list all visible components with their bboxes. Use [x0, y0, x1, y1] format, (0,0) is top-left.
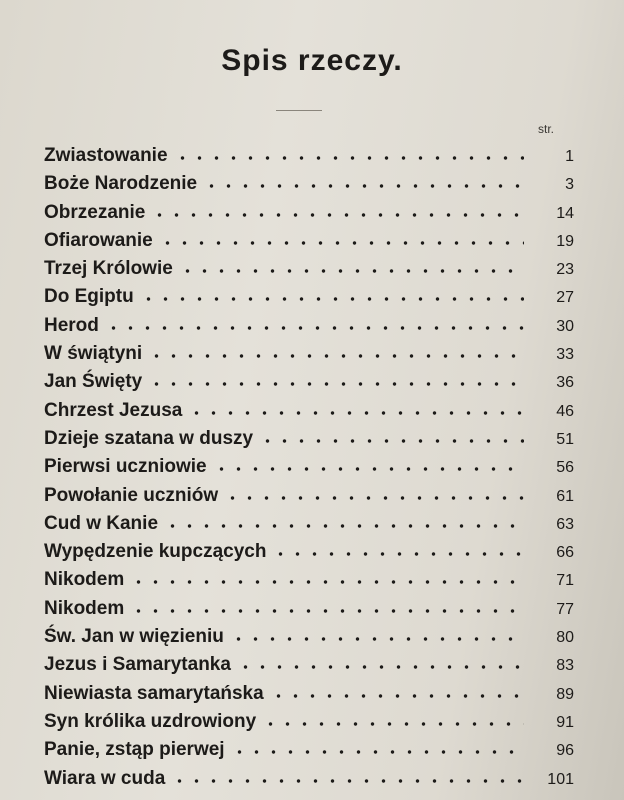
toc-entry-title: Syn królika uzdrowiony — [44, 710, 257, 732]
toc-entry — [44, 739, 574, 767]
toc-entry-title: Do Egiptu — [44, 286, 134, 308]
dot-leader — [148, 353, 524, 359]
toc-entry — [44, 258, 574, 286]
page-title: Spis rzeczy. — [221, 44, 403, 77]
toc-entry — [44, 173, 574, 201]
dot-leader — [203, 183, 524, 189]
table-of-contents — [44, 145, 574, 796]
toc-entry — [44, 541, 574, 569]
dot-leader — [171, 778, 524, 784]
dot-leader — [140, 296, 524, 302]
dot-leader — [259, 438, 524, 444]
toc-entry-page-number: 63 — [556, 515, 574, 533]
toc-entry-title: Nikodem — [44, 597, 125, 619]
toc-entry-page-number: 71 — [556, 572, 574, 590]
toc-entry-title: Trzej Królowie — [44, 258, 173, 280]
toc-entry — [44, 456, 574, 484]
toc-entry-title: Powołanie uczniów — [44, 484, 219, 506]
toc-entry-title: Chrzest Jezusa — [44, 399, 183, 421]
toc-entry-page-number: 36 — [556, 374, 574, 392]
toc-entry-title: Panie, zstąp pierwej — [44, 739, 225, 761]
toc-entry-title: Dzieje szatana w duszy — [44, 427, 254, 449]
toc-entry — [44, 371, 574, 399]
toc-entry-title: Obrzezanie — [44, 201, 146, 223]
toc-entry-page-number: 83 — [556, 657, 574, 675]
dot-leader — [237, 664, 524, 670]
title-divider — [276, 110, 322, 111]
toc-entry — [44, 343, 574, 371]
dot-leader — [262, 721, 524, 727]
dot-leader — [151, 212, 524, 218]
toc-entry — [44, 286, 574, 314]
toc-entry-page-number: 66 — [556, 544, 574, 562]
dot-leader — [130, 608, 524, 614]
toc-entry-page-number: 30 — [556, 317, 574, 335]
toc-entry — [44, 711, 574, 739]
toc-entry-page-number: 61 — [556, 487, 574, 505]
toc-entry-page-number: 46 — [556, 402, 574, 420]
dot-leader — [213, 466, 524, 472]
toc-entry — [44, 569, 574, 597]
toc-entry-page-number: 3 — [565, 176, 574, 194]
toc-entry-page-number: 19 — [556, 232, 574, 250]
toc-entry — [44, 598, 574, 626]
dot-leader — [230, 636, 524, 642]
page-column-label: str. — [538, 122, 555, 136]
toc-entry-title: Zwiastowanie — [44, 145, 168, 166]
toc-entry-page-number: 27 — [556, 289, 574, 307]
dot-leader — [148, 381, 524, 387]
dot-leader — [159, 240, 524, 246]
dot-leader — [270, 693, 524, 699]
toc-entry-page-number: 33 — [556, 346, 574, 364]
toc-entry-page-number: 101 — [547, 770, 574, 788]
toc-entry-title: Boże Narodzenie — [44, 173, 198, 195]
toc-entry-page-number: 96 — [556, 742, 574, 760]
dot-leader — [179, 268, 524, 274]
toc-entry-title: Herod — [44, 314, 99, 336]
toc-entry-page-number: 91 — [556, 713, 574, 731]
toc-entry-title: Jan Święty — [44, 371, 143, 393]
dot-leader — [105, 325, 524, 331]
toc-entry-title: Wiara w cuda — [44, 767, 166, 789]
toc-entry-title: Św. Jan w więzieniu — [44, 626, 224, 648]
toc-entry-page-number: 51 — [556, 430, 574, 448]
toc-entry — [44, 230, 574, 258]
dot-leader — [164, 523, 524, 529]
dot-leader — [174, 155, 524, 161]
dot-leader — [130, 579, 524, 585]
toc-entry-page-number: 14 — [556, 204, 574, 222]
toc-entry — [44, 768, 574, 796]
toc-entry-page-number: 77 — [556, 600, 574, 618]
toc-entry-page-number: 1 — [565, 148, 574, 165]
toc-entry-title: Nikodem — [44, 569, 125, 591]
toc-entry — [44, 654, 574, 682]
toc-entry — [44, 626, 574, 654]
toc-entry-title: Jezus i Samarytanka — [44, 654, 231, 676]
toc-entry-title: Ofiarowanie — [44, 229, 153, 251]
toc-entry — [44, 428, 574, 456]
dot-leader — [231, 749, 524, 755]
toc-entry — [44, 145, 574, 173]
toc-entry-title: Wypędzenie kupczących — [44, 541, 267, 563]
toc-entry — [44, 315, 574, 343]
toc-entry-page-number: 89 — [556, 685, 574, 703]
dot-leader — [272, 551, 524, 557]
toc-entry — [44, 202, 574, 230]
toc-entry — [44, 683, 574, 711]
toc-entry-title: Cud w Kanie — [44, 512, 159, 534]
toc-entry — [44, 400, 574, 428]
toc-entry — [44, 485, 574, 513]
toc-entry-title: Pierwsi uczniowie — [44, 456, 207, 478]
toc-entry-title: Niewiasta samarytańska — [44, 682, 264, 704]
toc-entry — [44, 513, 574, 541]
dot-leader — [188, 410, 524, 416]
toc-entry-page-number: 56 — [556, 459, 574, 477]
toc-entry-page-number: 80 — [556, 629, 574, 647]
toc-entry-title: W świątyni — [44, 343, 143, 365]
dot-leader — [224, 495, 524, 501]
toc-entry-page-number: 23 — [556, 261, 574, 279]
